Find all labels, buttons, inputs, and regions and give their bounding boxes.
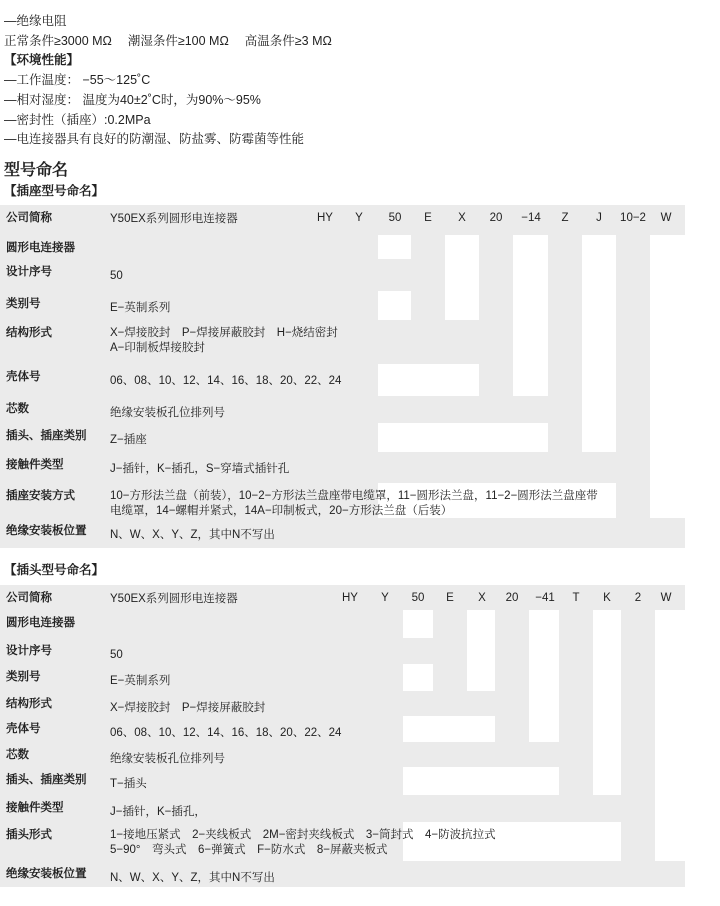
- row-description: E−英制系列: [110, 675, 171, 687]
- row-label: 公司简称: [6, 592, 52, 604]
- row-description: 50: [110, 270, 123, 282]
- model-code: 20: [489, 212, 503, 224]
- row-description: 06、08、10、12、14、16、18、20、22、24: [110, 375, 342, 387]
- code-column-bar: [616, 205, 650, 518]
- row-label: 绝缘安装板位置: [6, 525, 87, 537]
- plug-heading: 【插头型号命名】: [4, 563, 105, 577]
- row-label: 类别号: [6, 298, 41, 310]
- row-label: 结构形式: [6, 698, 52, 710]
- row-label: 类别号: [6, 671, 41, 683]
- model-code: 50: [388, 212, 402, 224]
- row-shade: [0, 452, 616, 483]
- last-row-shade: [0, 518, 685, 548]
- row-label: 绝缘安装板位置: [6, 868, 87, 880]
- row-description: 50: [110, 649, 123, 661]
- row-shade: [0, 638, 435, 664]
- row-label: 插头、插座类别: [6, 430, 87, 442]
- row-label: 圆形电连接器: [6, 617, 75, 629]
- last-row-shade: [0, 861, 685, 887]
- model-code: W: [660, 592, 672, 604]
- row-description: N、W、X、Y、Z，其中N不写出: [110, 529, 275, 541]
- row-description: Z−插座: [110, 434, 147, 446]
- row-label: 插座安装方式: [6, 490, 75, 502]
- code-column-bar: [559, 585, 593, 795]
- intro-line: —工作温度： −55～125˚C: [4, 73, 151, 88]
- model-code: HY: [342, 592, 358, 604]
- row-description: 10−方形法兰盘（前装），10−2−方形法兰盘座带电缆罩，11−圆形法兰盘，11−2−圆形法兰盘座带: [110, 490, 598, 502]
- row-label: 芯数: [6, 403, 29, 415]
- row-description: 06、08、10、12、14、16、18、20、22、24: [110, 727, 342, 739]
- row-label: 设计序号: [6, 266, 52, 278]
- model-code: X: [458, 212, 466, 224]
- socket-model-table: [0, 205, 685, 548]
- row-description: 绝缘安装板孔位排列号: [110, 753, 225, 765]
- row-label: 圆形电连接器: [6, 242, 75, 254]
- row-label: 壳体号: [6, 371, 41, 383]
- intro-line: 正常条件≥3000 MΩ 潮湿条件≥100 MΩ 高温条件≥3 MΩ: [4, 33, 332, 48]
- row-description: 1−接地压紧式 2−夹线板式 2M−密封夹线板式 3−筒封式 4−防波抗拉式: [110, 829, 496, 841]
- row-label: 插头形式: [6, 829, 52, 841]
- row-description-line2: 电缆罩，14−螺帽并紧式，14A−印制板式，20−方形法兰盘（后装）: [110, 505, 453, 517]
- model-code: Y: [355, 212, 363, 224]
- row-label: 接触件类型: [6, 802, 64, 814]
- row-label: 设计序号: [6, 645, 52, 657]
- row-description: E−英制系列: [110, 302, 171, 314]
- row-shade: [0, 259, 412, 291]
- socket-heading: 【插座型号命名】: [4, 184, 105, 198]
- model-code: K: [603, 592, 611, 604]
- model-code: X: [478, 592, 486, 604]
- intro-line: 【环境性能】: [4, 53, 80, 68]
- model-code: HY: [317, 212, 333, 224]
- model-code: 10−2: [620, 212, 646, 224]
- row-label: 结构形式: [6, 327, 52, 339]
- code-column-bar: [548, 205, 582, 452]
- model-code: Y: [381, 592, 389, 604]
- model-code: J: [596, 212, 602, 224]
- model-code: E: [446, 592, 454, 604]
- model-name: Y50EX系列圆形电连接器: [110, 213, 238, 225]
- row-description: N、W、X、Y、Z，其中N不写出: [110, 872, 275, 884]
- row-description: J−插针，K−插孔，S−穿墙式插针孔: [110, 463, 290, 475]
- row-description: J−插针，K−插孔，: [110, 806, 206, 818]
- row-label: 接触件类型: [6, 459, 64, 471]
- row-label: 插头、插座类别: [6, 774, 87, 786]
- code-column-bar: [621, 585, 655, 861]
- row-description: T−插头: [110, 778, 147, 790]
- intro-line: —绝缘电阻: [4, 14, 67, 28]
- row-label: 芯数: [6, 749, 29, 761]
- row-description: 绝缘安装板孔位排列号: [110, 407, 225, 419]
- row-description-line2: 5−90° 弯头式 6−弹簧式 F−防水式 8−屏蔽夹板式: [110, 844, 388, 856]
- model-code: 50: [411, 592, 425, 604]
- row-description: X−焊接胶封 P−焊接屏蔽胶封 H−烧结密封: [110, 327, 338, 339]
- model-name: Y50EX系列圆形电连接器: [110, 593, 238, 605]
- intro-line: —相对湿度： 温度为40±2˚C时，为90%～95%: [4, 92, 261, 107]
- row-label: 公司简称: [6, 212, 52, 224]
- row-label: 壳体号: [6, 723, 41, 735]
- row-shade: [0, 396, 548, 423]
- model-code: Z: [561, 212, 569, 224]
- row-description: X−焊接胶封 P−焊接屏蔽胶封: [110, 702, 266, 714]
- intro-line: —密封性（插座）:0.2MPa: [4, 112, 151, 127]
- model-code: E: [424, 212, 432, 224]
- model-code: W: [660, 212, 672, 224]
- model-code: −14: [521, 212, 541, 224]
- section-title: 型号命名: [4, 162, 69, 179]
- model-code: 2: [634, 592, 642, 604]
- intro-text: [4, 12, 332, 150]
- model-code: 20: [505, 592, 519, 604]
- intro-line: —电连接器具有良好的防潮湿、防盐雾、防霉菌等性能: [4, 132, 305, 147]
- model-code: −41: [535, 592, 555, 604]
- row-shade: [0, 742, 562, 767]
- model-code: T: [572, 592, 580, 604]
- row-description-line2: A−印制板焊接胶封: [110, 342, 205, 354]
- plug-model-table: [0, 585, 685, 887]
- row-shade: [0, 795, 624, 822]
